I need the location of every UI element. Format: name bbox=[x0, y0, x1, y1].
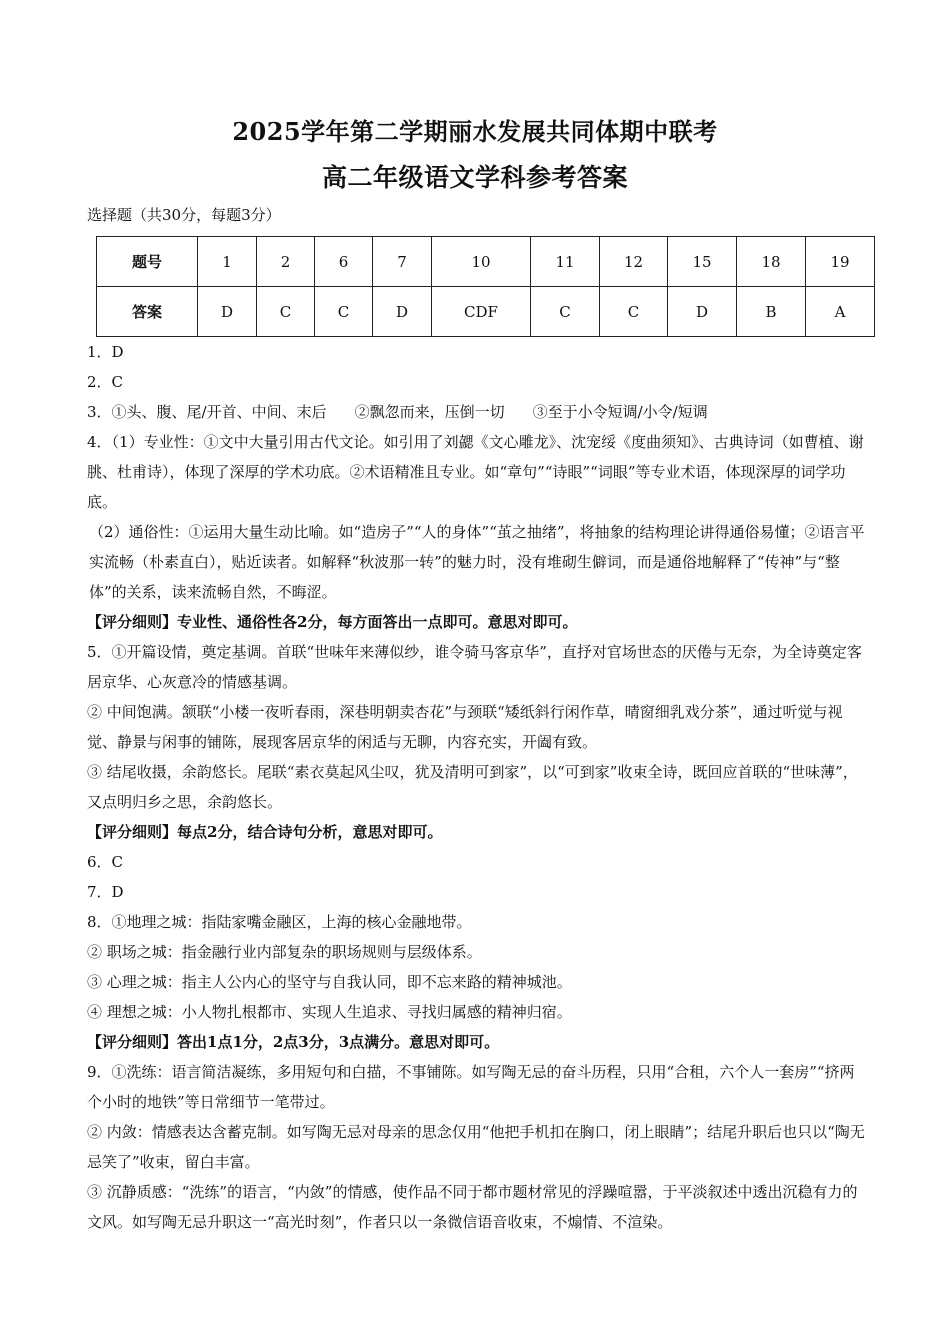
scoring-note-q5: 【评分细则】每点2分，结合诗句分析，意思对即可。 bbox=[87, 823, 443, 841]
answer-q5-part3: ③ 结尾收摄，余韵悠长。尾联“素衣莫起风尘叹，犹及清明可到家”，以“可到家”收束全诗，既回应首联的“世味薄”，又点明归乡之思，余韵悠长。 bbox=[87, 763, 858, 811]
table-cell: C bbox=[600, 287, 668, 337]
table-cell: 15 bbox=[668, 237, 737, 287]
row-label-answer: 答案 bbox=[97, 287, 198, 337]
answer-q4-part1: 4．（1）专业性：①文中大量引用古代文论。如引用了刘勰《文心雕龙》、沈宠绥《度曲须知》、古典诗词（如曹植、谢朓、杜甫诗），体现了深厚的学术功底。②术语精准且专业。如“章句”“诗眼”“词眼”等专业术语，体现深厚的词学功底。 bbox=[87, 433, 864, 511]
table-cell: C bbox=[531, 287, 600, 337]
table-cell: 10 bbox=[432, 237, 531, 287]
answer-q3-part2: ②飘忽而来，压倒一切 bbox=[354, 403, 505, 421]
answer-q8-part3: ③ 心理之城：指主人公内心的坚守与自我认同，即不忘来路的精神城池。 bbox=[87, 973, 572, 991]
answer-q5-part1: 5．①开篇设情，奠定基调。首联“世味年来薄似纱，谁令骑马客京华”，直抒对官场世态的厌倦与无奈，为全诗奠定客居京华、心灰意冷的情感基调。 bbox=[87, 643, 862, 691]
table-cell: 1 bbox=[198, 237, 257, 287]
answer-q6: 6．C bbox=[87, 853, 124, 871]
choice-note: 选择题（共30分，每题3分） bbox=[87, 206, 281, 224]
table-cell: 19 bbox=[806, 237, 875, 287]
table-cell: 18 bbox=[737, 237, 806, 287]
answer-q2: 2．C bbox=[87, 373, 124, 391]
answer-body bbox=[87, 337, 867, 1237]
answer-q8-part4: ④ 理想之城：小人物扎根都市、实现人生追求、寻找归属感的精神归宿。 bbox=[87, 1003, 572, 1021]
answer-q3-part1: 3．①头、腹、尾/开首、中间、末后 bbox=[87, 403, 327, 421]
table-cell: D bbox=[668, 287, 737, 337]
answer-q1: 1．D bbox=[87, 343, 124, 361]
scoring-note-q8: 【评分细则】答出1点1分，2点3分，3点满分。意思对即可。 bbox=[87, 1033, 500, 1051]
table-cell: C bbox=[315, 287, 373, 337]
answer-q3 bbox=[87, 397, 867, 427]
table-cell: 6 bbox=[315, 237, 373, 287]
table-row-numbers bbox=[97, 237, 875, 287]
table-cell: D bbox=[373, 287, 432, 337]
table-cell: C bbox=[257, 287, 315, 337]
exam-title: 2025学年第二学期丽水发展共同体期中联考 bbox=[232, 117, 718, 146]
answer-q4-part2: （2）通俗性：①运用大量生动比喻。如“造房子”“人的身体”“茧之抽绪”，将抽象的结构理论讲得通俗易懂；②语言平实流畅（朴素直白），贴近读者。如解释“秋波那一转”的魅力时，没有堆砌生僻词，而是通俗地解释了“传神”与“整体”的关系，读来流畅自然，不晦涩。 bbox=[89, 523, 865, 601]
table-cell: A bbox=[806, 287, 875, 337]
table-cell: D bbox=[198, 287, 257, 337]
answer-q8-part1: 8．①地理之城：指陆家嘴金融区，上海的核心金融地带。 bbox=[87, 913, 472, 931]
table-cell: 12 bbox=[600, 237, 668, 287]
answer-q7: 7．D bbox=[87, 883, 124, 901]
table-cell: 11 bbox=[531, 237, 600, 287]
table-row-answers bbox=[97, 287, 875, 337]
answer-q9-part2: ② 内敛：情感表达含蓄克制。如写陶无忌对母亲的思念仅用“他把手机扣在胸口，闭上眼睛”；结尾升职后也只以“陶无忌笑了”收束，留白丰富。 bbox=[87, 1123, 865, 1171]
scoring-note-q4: 【评分细则】专业性、通俗性各2分，每方面答出一点即可。意思对即可。 bbox=[87, 613, 578, 631]
table-cell: CDF bbox=[432, 287, 531, 337]
table-cell: 2 bbox=[257, 237, 315, 287]
answer-q9-part3: ③ 沉静质感：“洗练”的语言，“内敛”的情感，使作品不同于都市题材常见的浮躁喧嚣，于平淡叙述中透出沉稳有力的文风。如写陶无忌升职这一“高光时刻”，作者只以一条微信语音收束，不煽情、不渲染。 bbox=[87, 1183, 858, 1231]
row-label-number: 题号 bbox=[97, 237, 198, 287]
answer-table bbox=[96, 236, 875, 337]
answer-q9-part1: 9．①洗练：语言简洁凝练，多用短句和白描，不事铺陈。如写陶无忌的奋斗历程，只用“合租，六个人一套房”“挤两个小时的地铁”等日常细节一笔带过。 bbox=[87, 1063, 855, 1111]
answer-q3-part3: ③至于小令短调/小令/短调 bbox=[532, 403, 708, 421]
exam-subtitle: 高二年级语文学科参考答案 bbox=[321, 163, 628, 192]
answer-q8-part2: ② 职场之城：指金融行业内部复杂的职场规则与层级体系。 bbox=[87, 943, 482, 961]
table-cell: B bbox=[737, 287, 806, 337]
table-cell: 7 bbox=[373, 237, 432, 287]
answer-q5-part2: ② 中间饱满。颔联“小楼一夜听春雨，深巷明朝卖杏花”与颈联“矮纸斜行闲作草，晴窗细乳戏分茶”，通过听觉与视觉、静景与闲事的铺陈，展现客居京华的闲适与无聊，内容充实，开阖有致。 bbox=[87, 703, 843, 751]
